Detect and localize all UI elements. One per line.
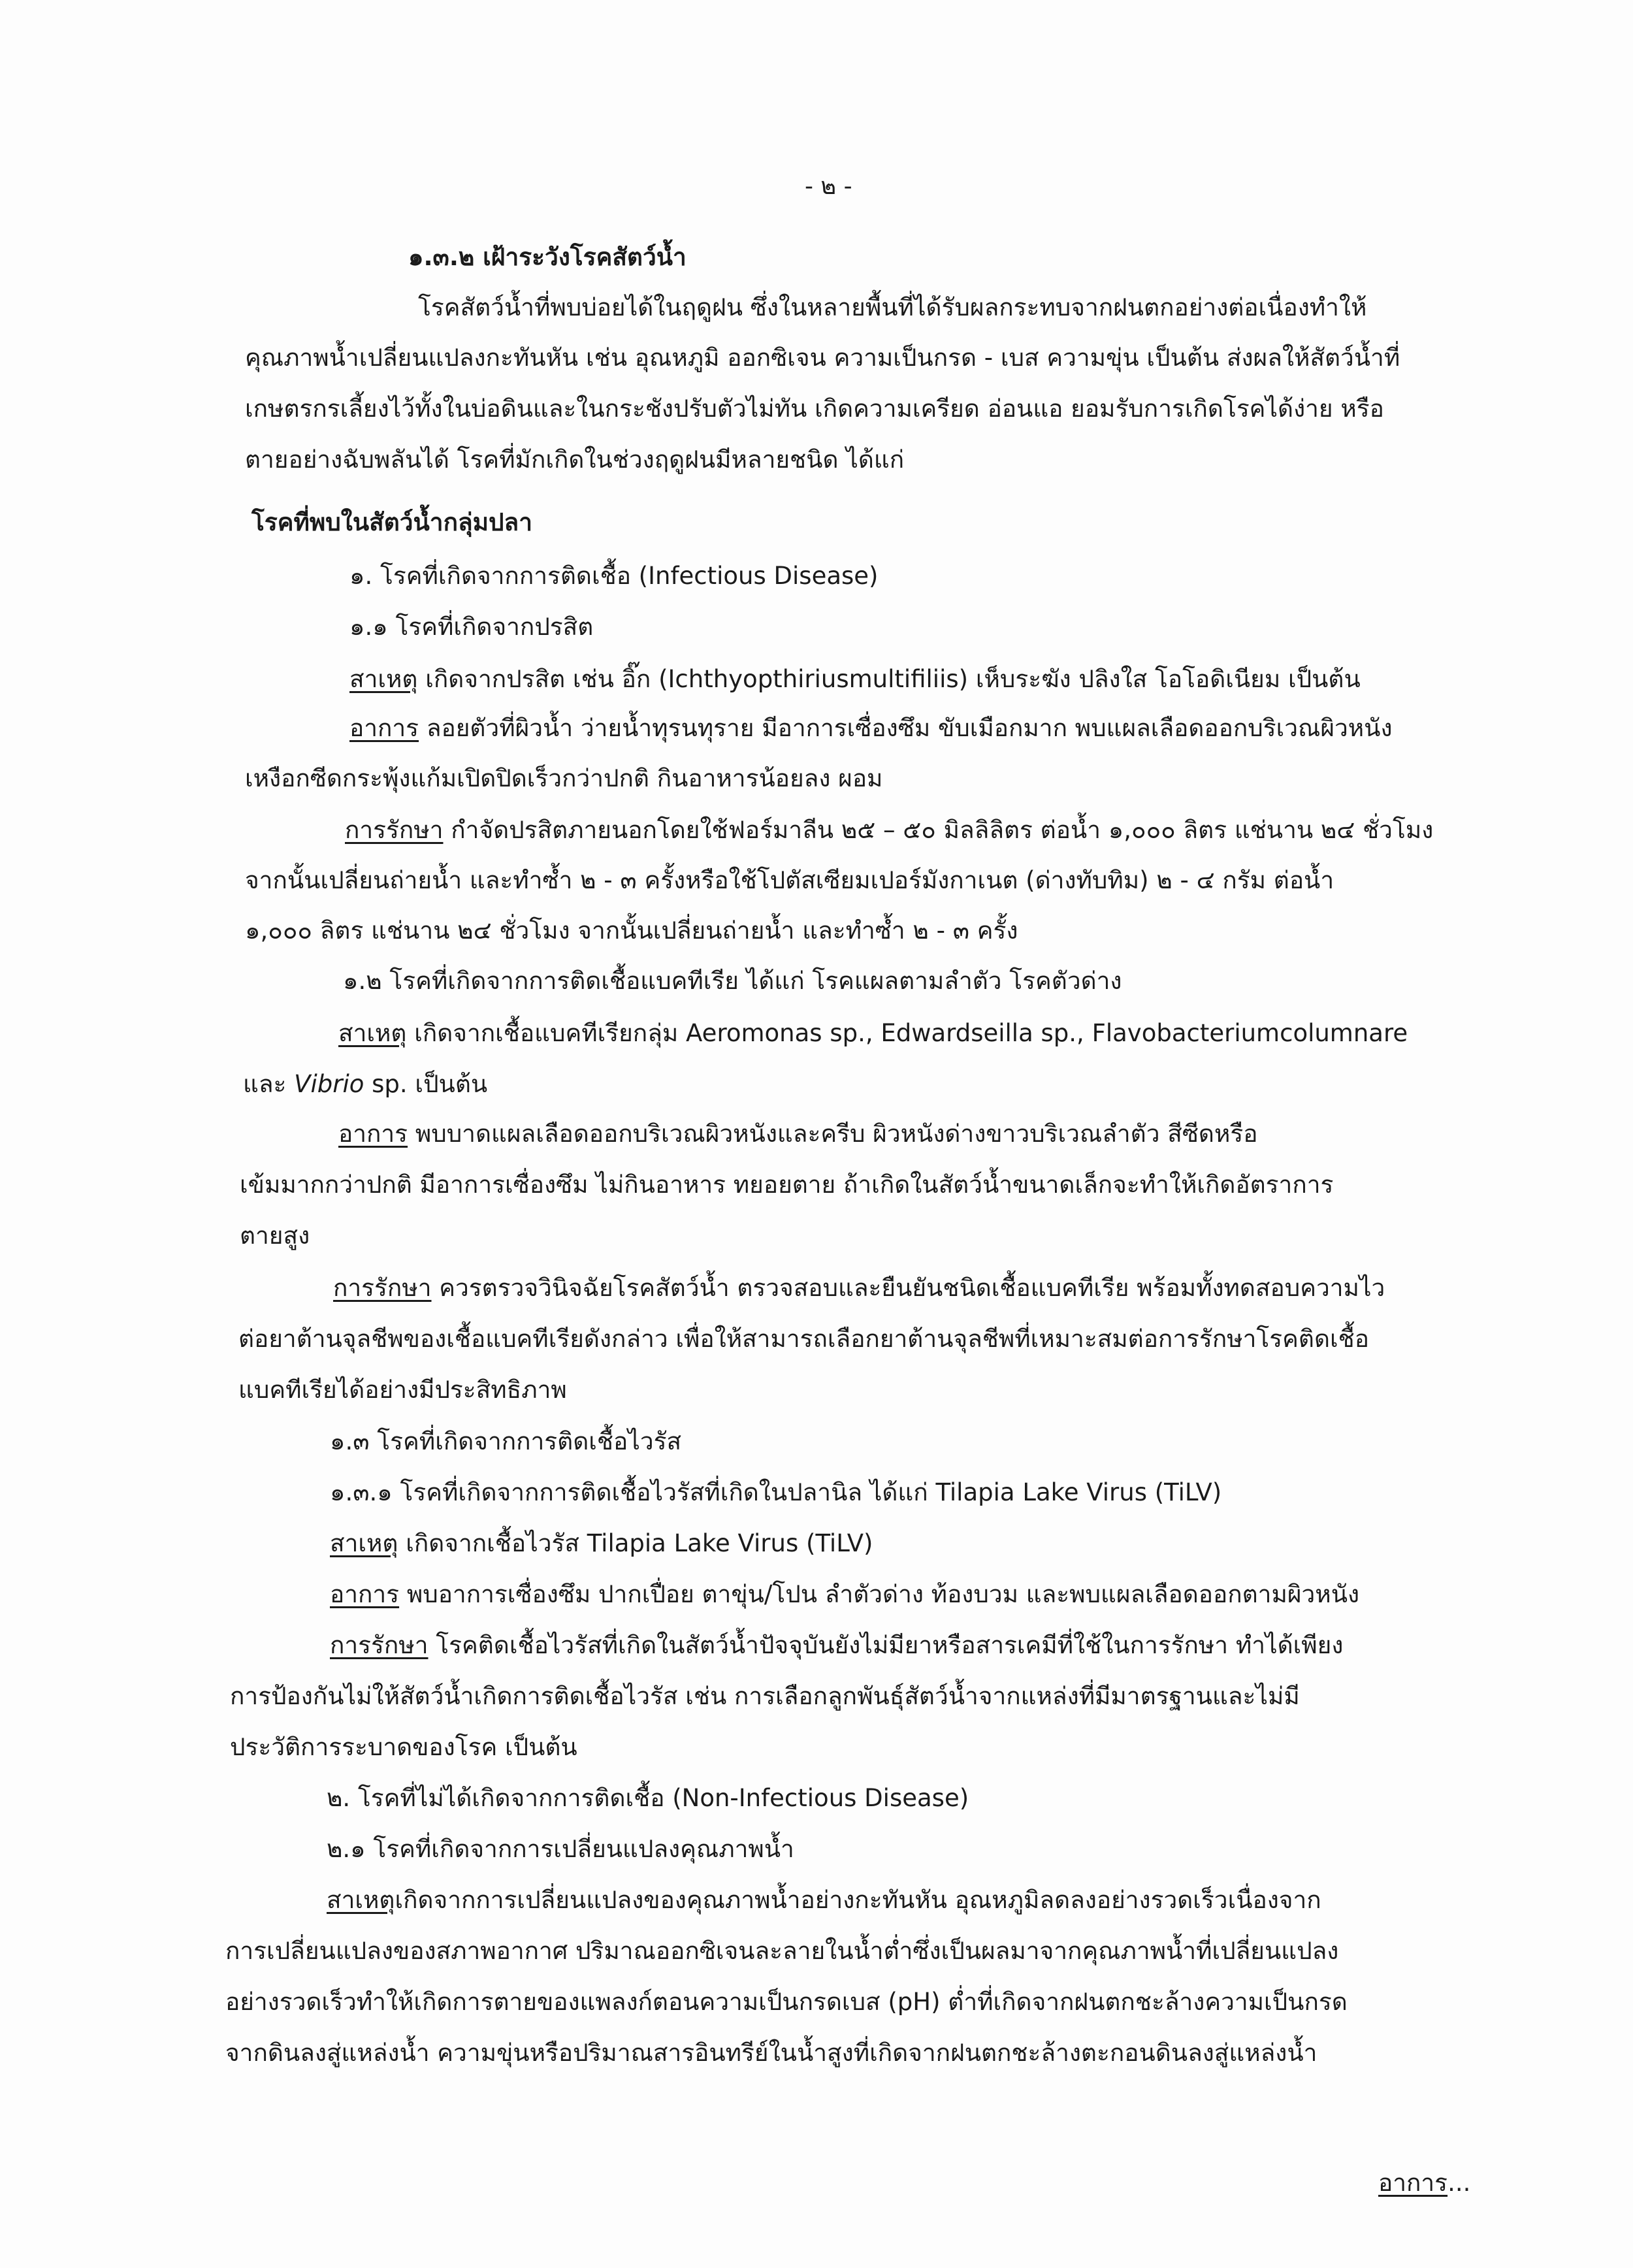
cause-label: สาเหตุ (338, 1019, 407, 1047)
s21-cause (327, 1885, 1321, 1916)
page-number: - ๒ - (805, 173, 852, 200)
cause-label: สาเหตุ (327, 1886, 395, 1914)
s131-symptom (330, 1579, 1359, 1610)
s12-symptom (338, 1118, 1257, 1150)
s12-cause-cont (243, 1069, 487, 1100)
section-2-title: ๒. โรคที่ไม่ได้เกิดจากการติดเชื้อ (Non-Infectious Disease) (327, 1784, 969, 1812)
s11-treatment-text: กำจัดปรสิตภายนอกโดยใช้ฟอร์มาลีน ๒๕ – ๕๐ มิลลิลิตร ต่อน้ำ ๑,๐๐๐ ลิตร แช่นาน ๒๔ ชั่วโมง (443, 816, 1434, 844)
s11-symptom (349, 713, 1393, 744)
s12-treatment (333, 1272, 1385, 1304)
s11-treatment (345, 815, 1433, 846)
section-1-3-title: ๑.๓ โรคที่เกิดจากการติดเชื้อไวรัส (330, 1427, 682, 1455)
treatment-label: การรักษา (345, 816, 444, 844)
fish-group-heading: โรคที่พบในสัตว์น้ำกลุ่มปลา (251, 508, 532, 536)
s11-treatment-cont-2: ๑,๐๐๐ ลิตร แช่นาน ๒๔ ชั่วโมง จากนั้นเปลี่ยนถ่ายน้ำ และทำซ้ำ ๒ - ๓ ครั้ง (245, 916, 1018, 945)
symptom-label: อาการ (330, 1580, 400, 1608)
s21-cause-cont-2: อย่างรวดเร็วทำให้เกิดการตายของแพลงก์ตอนความเป็นกรดเบส (pH) ต่ำที่เกิดจากฝนตกชะล้างความเป็นกรด (225, 1988, 1348, 2016)
s12-cause-cont-suffix: sp. เป็นต้น (364, 1070, 488, 1098)
s131-treatment-cont-2: ประวัติการระบาดของโรค เป็นต้น (230, 1733, 577, 1761)
treatment-label: การรักษา (330, 1631, 428, 1659)
s12-treatment-text: ควรตรวจวินิจฉัยโรคสัตว์น้ำ ตรวจสอบและยืนยันชนิดเชื้อแบคทีเรีย พร้อมทั้งทดสอบความไว (431, 1274, 1385, 1302)
intro-line-3: เกษตรกรเลี้ยงไว้ทั้งในบ่อดินและในกระชังปรับตัวไม่ทัน เกิดความเครียด อ่อนแอ ยอมรับการเกิดโรคได้ง่าย หรือ (245, 395, 1384, 423)
s12-treatment-cont-2: แบคทีเรียได้อย่างมีประสิทธิภาพ (238, 1376, 567, 1404)
intro-line-4: ตายอย่างฉับพลันได้ โรคที่มักเกิดในช่วงฤดูฝนมีหลายชนิด ได้แก่ (245, 446, 905, 474)
section-1-title: ๑. โรคที่เกิดจากการติดเชื้อ (Infectious Disease) (349, 562, 879, 590)
cause-label: สาเหตุ (349, 665, 418, 693)
s11-symptom-cont: เหงือกซีดกระพุ้งแก้มเปิดปิดเร็วกว่าปกติ กินอาหารน้อยลง ผอม (245, 764, 883, 792)
intro-line-1: โรคสัตว์น้ำที่พบบ่อยได้ในฤดูฝน ซึ่งในหลายพื้นที่ได้รับผลกระทบจากฝนตกอย่างต่อเนื่องทำให้ (418, 293, 1367, 321)
s12-cause-cont-italic: Vibrio (294, 1070, 364, 1098)
treatment-label: การรักษา (333, 1274, 432, 1302)
s12-cause-cont-prefix: และ (243, 1070, 295, 1098)
s131-treatment (330, 1630, 1343, 1661)
section-2-1-title: ๒.๑ โรคที่เกิดจากการเปลี่ยนแปลงคุณภาพน้ำ (327, 1835, 794, 1863)
cause-label: สาเหตุ (330, 1529, 398, 1557)
section-1-2-title: ๑.๒ โรคที่เกิดจากการติดเชื้อแบคทีเรีย ได้แก่ โรคแผลตามลำตัว โรคตัวด่าง (343, 967, 1122, 995)
s11-symptom-text: ลอยตัวที่ผิวน้ำ ว่ายน้ำทุรนทุราย มีอาการเซื่องซึม ขับเมือกมาก พบแผลเลือดออกบริเวณผิวหนัง (419, 714, 1393, 742)
intro-line-2: คุณภาพน้ำเปลี่ยนแปลงกะทันหัน เช่น อุณหภูมิ ออกซิเจน ความเป็นกรด - เบส ความขุ่น เป็นต้น ส่งผลให้สัตว์น้ำที่ (245, 344, 1400, 372)
s12-treatment-cont-1: ต่อยาต้านจุลชีพของเชื้อแบคทีเรียดังกล่าว เพื่อให้สามารถเลือกยาต้านจุลชีพที่เหมาะสมต่อการรักษาโรคติดเชื้อ (238, 1325, 1369, 1353)
next-page-suffix: ... (1447, 2169, 1471, 2197)
s131-symptom-text: พบอาการเซื่องซึม ปากเปื่อย ตาขุ่น/โปน ลำตัวด่าง ท้องบวม และพบแผลเลือดออกตามผิวหนัง (399, 1580, 1360, 1608)
s131-treatment-text: โรคติดเชื้อไวรัสที่เกิดในสัตว์น้ำปัจจุบันยังไม่มียาหรือสารเคมีที่ใช้ในการรักษา ทำได้เพียง (428, 1631, 1344, 1659)
s11-cause (349, 664, 1361, 695)
s12-symptom-cont-2: ตายสูง (240, 1222, 310, 1250)
s131-treatment-cont-1: การป้องกันไม่ให้สัตว์น้ำเกิดการติดเชื้อไวรัส เช่น การเลือกลูกพันธุ์สัตว์น้ำจากแหล่งที่มีมาตรฐานและไม่มี (230, 1682, 1300, 1710)
symptom-label: อาการ (349, 714, 419, 742)
s21-cause-cont-3: จากดินลงสู่แหล่งน้ำ ความขุ่นหรือปริมาณสารอินทรีย์ในน้ำสูงที่เกิดจากฝนตกชะล้างตะกอนดินลงสู่แหล่งน้ำ (225, 2039, 1318, 2067)
s131-cause-text: เกิดจากเชื้อไวรัส Tilapia Lake Virus (TiLV) (398, 1529, 873, 1557)
next-page-label: อาการ (1378, 2169, 1448, 2197)
section-heading: ๑.๓.๒ เฝ้าระวังโรคสัตว์น้ำ (408, 243, 687, 271)
s12-cause (338, 1018, 1408, 1049)
section-1-1-title: ๑.๑ โรคที่เกิดจากปรสิต (349, 613, 594, 641)
next-page-marker (1378, 2167, 1470, 2199)
s131-cause (330, 1528, 873, 1559)
s11-treatment-cont-1: จากนั้นเปลี่ยนถ่ายน้ำ และทำซ้ำ ๒ - ๓ ครั้งหรือใช้โปตัสเซียมเปอร์มังกาเนต (ด่างทับทิม) ๒ - ๔ กรัม ต่อน้ำ (245, 866, 1334, 894)
s11-cause-text: เกิดจากปรสิต เช่น อิ๊ก (Ichthyopthiriusmultifiliis) เห็บระฆัง ปลิงใส โอโอดิเนียม เป็นต้น (417, 665, 1361, 693)
s21-cause-text: เกิดจากการเปลี่ยนแปลงของคุณภาพน้ำอย่างกะทันหัน อุณหภูมิลดลงอย่างรวดเร็วเนื่องจาก (395, 1886, 1321, 1914)
s21-cause-cont-1: การเปลี่ยนแปลงของสภาพอากาศ ปริมาณออกซิเจนละลายในน้ำต่ำซึ่งเป็นผลมาจากคุณภาพน้ำที่เปลี่ยนแปลง (225, 1937, 1339, 1965)
s12-cause-text: เกิดจากเชื้อแบคทีเรียกลุ่ม Aeromonas sp., Edwardseilla sp., Flavobacteriumcolumnare (406, 1019, 1408, 1047)
s12-symptom-text: พบบาดแผลเลือดออกบริเวณผิวหนังและครีบ ผิวหนังด่างขาวบริเวณลำตัว สีซีดหรือ (408, 1120, 1258, 1148)
section-1-3-1-title: ๑.๓.๑ โรคที่เกิดจากการติดเชื้อไวรัสที่เกิดในปลานิล ได้แก่ Tilapia Lake Virus (TiLV) (330, 1478, 1222, 1506)
s12-symptom-cont-1: เข้มมากกว่าปกติ มีอาการเซื่องซึม ไม่กินอาหาร ทยอยตาย ถ้าเกิดในสัตว์น้ำขนาดเล็กจะทำให้เกิดอัตราการ (240, 1171, 1334, 1199)
symptom-label: อาการ (338, 1120, 408, 1148)
